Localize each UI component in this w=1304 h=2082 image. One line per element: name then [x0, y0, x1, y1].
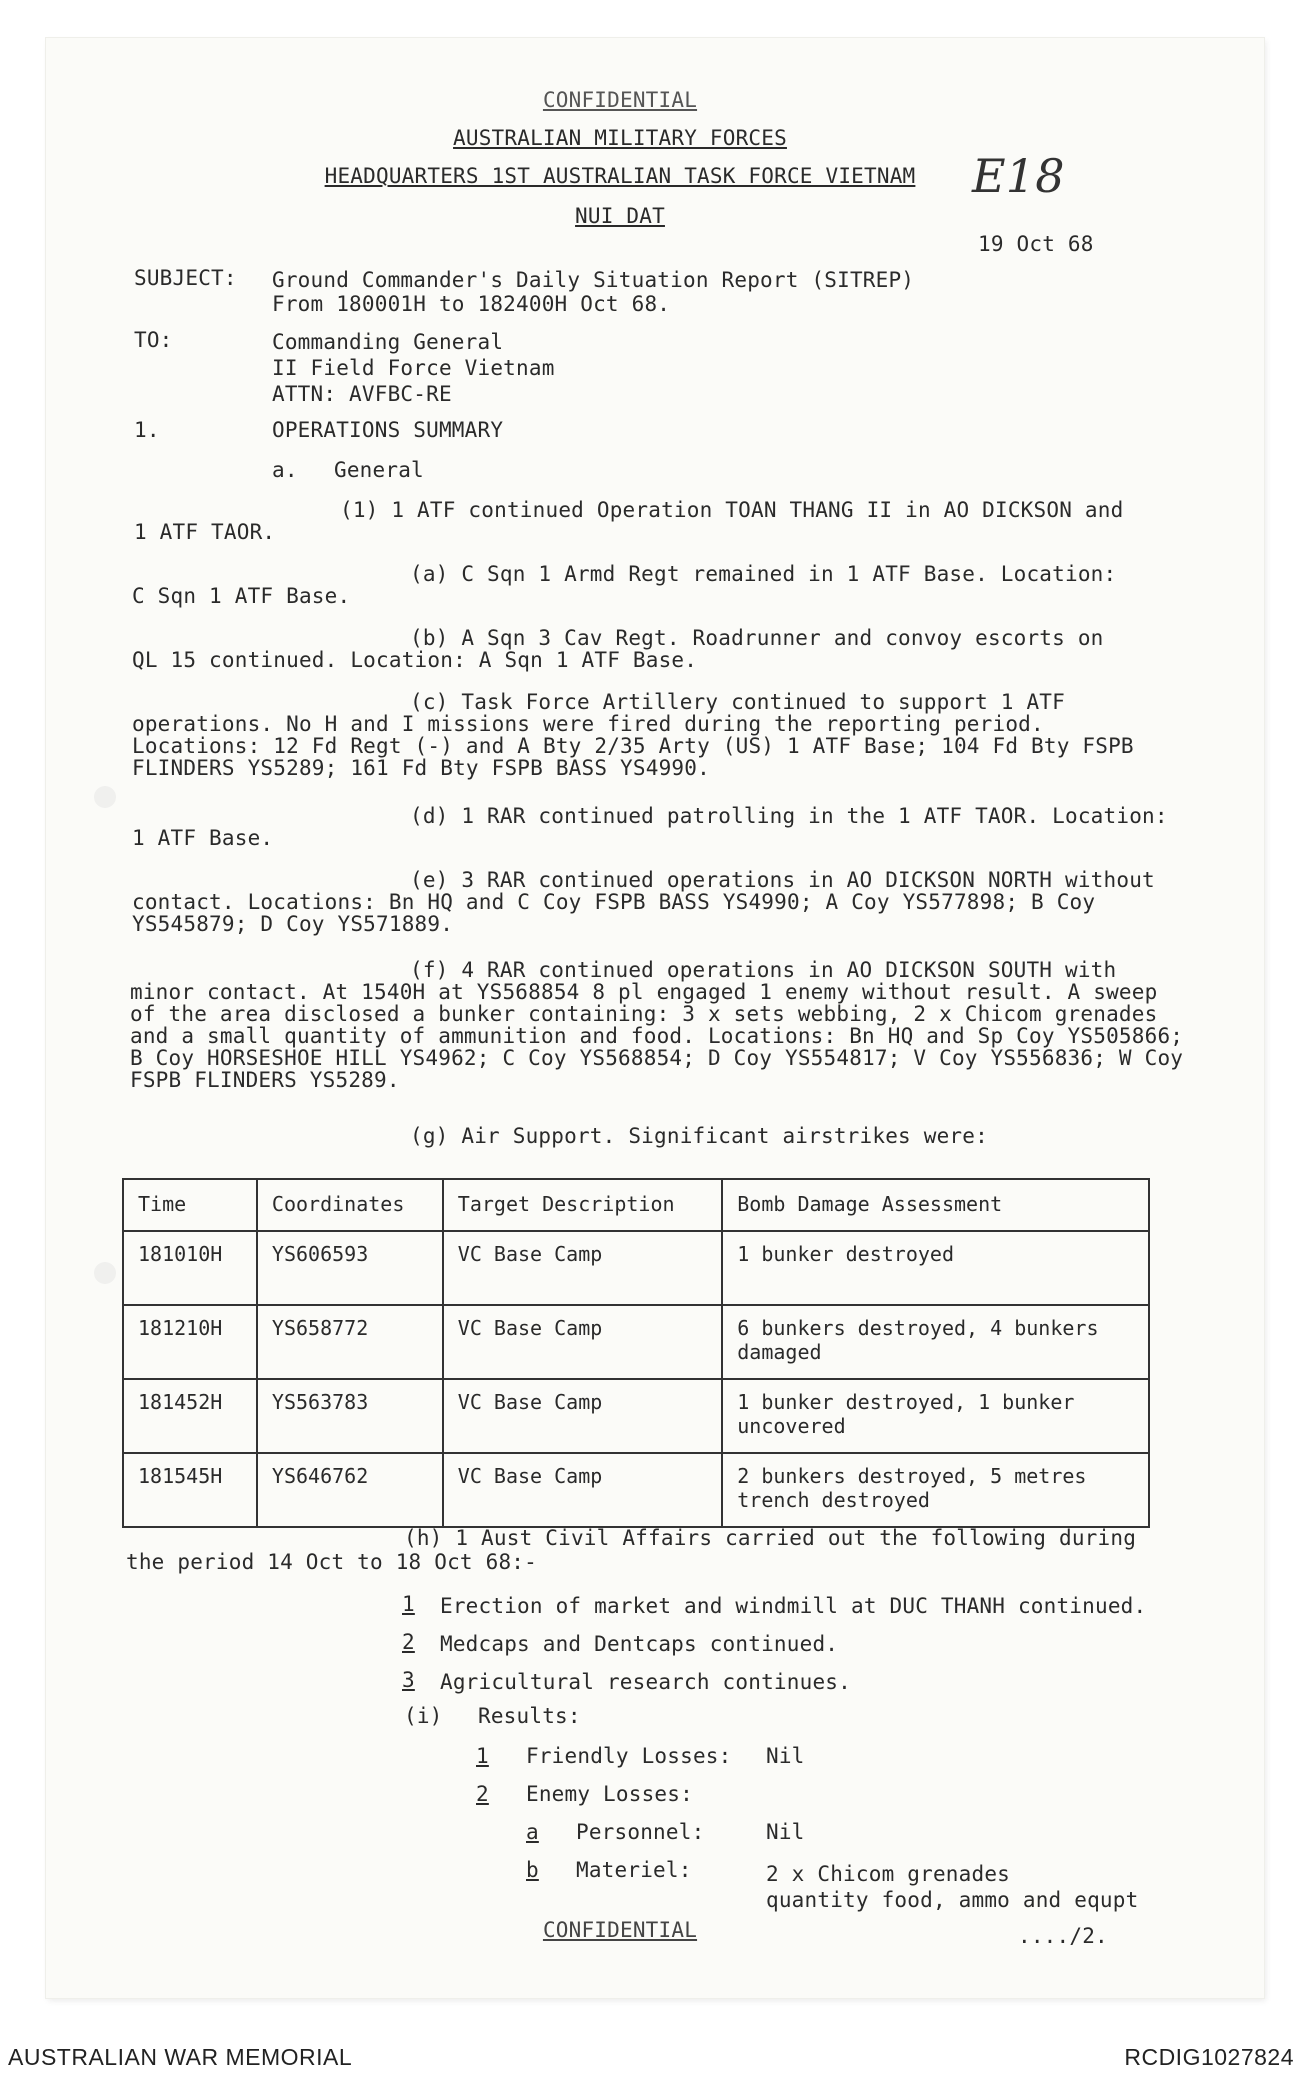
personnel-label: Personnel:	[576, 1820, 705, 1844]
paragraph-label: (i)	[404, 1704, 443, 1728]
list-letter: a	[526, 1820, 539, 1844]
strike-coordinates: YS563783	[257, 1379, 443, 1453]
subsection-letter: a.	[272, 458, 298, 482]
strike-bda	[722, 1305, 1149, 1379]
punch-hole	[94, 786, 116, 808]
bda-line: 1 bunker destroyed	[737, 1242, 954, 1266]
strike-bda	[722, 1453, 1149, 1527]
column-header: Time	[123, 1179, 257, 1231]
list-letter: b	[526, 1858, 539, 1882]
strike-time: 181452H	[123, 1379, 257, 1453]
column-header: Coordinates	[257, 1179, 443, 1231]
materiel-value: 2 x Chicom grenades	[766, 1862, 1011, 1886]
bda-line: uncovered	[737, 1414, 846, 1438]
paragraph-line: (d) 1 RAR continued patrolling in the 1 ATF TAOR. Location:	[410, 804, 1168, 828]
results-title: Results:	[478, 1704, 581, 1728]
paragraph-line: (f) 4 RAR continued operations in AO DICKSON SOUTH with	[410, 958, 1117, 982]
materiel-label: Materiel:	[576, 1858, 692, 1882]
subject-line: Ground Commander's Daily Situation Report (SITREP)	[272, 268, 915, 292]
paragraph-line: (h) 1 Aust Civil Affairs carried out the following during	[404, 1526, 1137, 1550]
to-line: Commanding General	[272, 330, 504, 354]
paragraph-line: FLINDERS YS5289; 161 Fd Bty FSPB BASS YS4990.	[132, 756, 710, 780]
strike-time: 181545H	[123, 1453, 257, 1527]
column-header: Bomb Damage Assessment	[722, 1179, 1149, 1231]
subject-label: SUBJECT:	[134, 266, 237, 290]
handwritten-reference: E18	[972, 149, 1065, 203]
friendly-losses-label: Friendly Losses:	[526, 1744, 732, 1768]
strike-target: VC Base Camp	[443, 1305, 722, 1379]
list-item: Medcaps and Dentcaps continued.	[440, 1632, 839, 1656]
table-header-row	[123, 1179, 1149, 1231]
paragraph-line: (a) C Sqn 1 Armd Regt remained in 1 ATF Base. Location:	[410, 562, 1117, 586]
punch-hole	[94, 1262, 116, 1284]
paragraph-line: B Coy HORSESHOE HILL YS4962; C Coy YS568854; D Coy YS554817; V Coy YS556836; W Coy	[130, 1046, 1184, 1070]
bda-line: 1 bunker destroyed, 1 bunker	[737, 1390, 1075, 1414]
strike-target: VC Base Camp	[443, 1231, 722, 1305]
strike-coordinates: YS646762	[257, 1453, 443, 1527]
paragraph-line: the period 14 Oct to 18 Oct 68:-	[126, 1550, 537, 1574]
list-item: Erection of market and windmill at DUC THANH continued.	[440, 1594, 1147, 1618]
paragraph-line: YS545879; D Coy YS571889.	[132, 912, 454, 936]
paragraph-line: FSPB FLINDERS YS5289.	[130, 1068, 400, 1092]
subsection-title: General	[334, 458, 424, 482]
strike-bda	[722, 1231, 1149, 1305]
paragraph-line: QL 15 continued. Location: A Sqn 1 ATF Base.	[132, 648, 698, 672]
paragraph-line: (g) Air Support. Significant airstrikes were:	[410, 1124, 988, 1148]
table-row	[123, 1231, 1149, 1305]
section-title: OPERATIONS SUMMARY	[272, 418, 504, 442]
personnel-value: Nil	[766, 1820, 805, 1844]
paragraph-line: (b) A Sqn 3 Cav Regt. Roadrunner and convoy escorts on	[410, 626, 1104, 650]
paragraph-line: C Sqn 1 ATF Base.	[132, 584, 351, 608]
hq-heading: HEADQUARTERS 1ST AUSTRALIAN TASK FORCE VIETNAM	[324, 164, 916, 188]
table-row	[123, 1379, 1149, 1453]
classification-top: CONFIDENTIAL	[542, 88, 698, 112]
list-item: Agricultural research continues.	[440, 1670, 851, 1694]
report-date: 19 Oct 68	[978, 232, 1094, 256]
paragraph-line: Locations: 12 Fd Regt (-) and A Bty 2/35 Arty (US) 1 ATF Base; 104 Fd Bty FSPB	[132, 734, 1134, 758]
paragraph-line: 1 ATF Base.	[132, 826, 274, 850]
paragraph-line: (1) 1 ATF continued Operation TOAN THANG II in AO DICKSON and	[340, 498, 1124, 522]
table-row	[123, 1305, 1149, 1379]
strike-target: VC Base Camp	[443, 1453, 722, 1527]
column-header: Target Description	[443, 1179, 722, 1231]
list-number: 1	[476, 1744, 489, 1768]
bda-line: damaged	[737, 1340, 822, 1364]
paragraph-line: minor contact. At 1540H at YS568854 8 pl engaged 1 enemy without result. A sweep	[130, 980, 1158, 1004]
friendly-losses-value: Nil	[766, 1744, 805, 1768]
airstrikes-table	[122, 1178, 1150, 1528]
list-number: 1	[402, 1592, 415, 1616]
classification-bottom: CONFIDENTIAL	[542, 1918, 698, 1942]
materiel-value: quantity food, ammo and equpt	[766, 1888, 1139, 1912]
strike-coordinates: YS658772	[257, 1305, 443, 1379]
to-line: II Field Force Vietnam	[272, 356, 555, 380]
paragraph-line: (c) Task Force Artillery continued to support 1 ATF	[410, 690, 1065, 714]
org-heading: AUSTRALIAN MILITARY FORCES	[453, 126, 787, 150]
enemy-losses-label: Enemy Losses:	[526, 1782, 693, 1806]
archive-name: AUSTRALIAN WAR MEMORIAL	[8, 2044, 353, 2070]
table-row	[123, 1453, 1149, 1527]
strike-bda	[722, 1379, 1149, 1453]
location-heading: NUI DAT	[575, 204, 665, 228]
to-label: TO:	[134, 328, 173, 352]
section-number: 1.	[134, 418, 160, 442]
list-number: 2	[402, 1630, 415, 1654]
record-id: RCDIG1027824	[1124, 2044, 1294, 2070]
strike-time: 181210H	[123, 1305, 257, 1379]
subject-line: From 180001H to 182400H Oct 68.	[272, 292, 671, 316]
strike-target: VC Base Camp	[443, 1379, 722, 1453]
paragraph-line: contact. Locations: Bn HQ and C Coy FSPB BASS YS4990; A Coy YS577898; B Coy	[132, 890, 1096, 914]
list-number: 2	[476, 1782, 489, 1806]
paragraph-line: and a small quantity of ammunition and food. Locations: Bn HQ and Sp Coy YS505866;	[130, 1024, 1184, 1048]
paragraph-line: of the area disclosed a bunker containing: 3 x sets webbing, 2 x Chicom grenades	[130, 1002, 1158, 1026]
continuation-marker: ..../2.	[1018, 1924, 1108, 1948]
to-line: ATTN: AVFBC-RE	[272, 382, 452, 406]
paragraph-line: operations. No H and I missions were fired during the reporting period.	[132, 712, 1044, 736]
paragraph-line: (e) 3 RAR continued operations in AO DICKSON NORTH without	[410, 868, 1155, 892]
strike-coordinates: YS606593	[257, 1231, 443, 1305]
bda-line: 6 bunkers destroyed, 4 bunkers	[737, 1316, 1099, 1340]
list-number: 3	[402, 1668, 415, 1692]
bda-line: 2 bunkers destroyed, 5 metres	[737, 1464, 1087, 1488]
paragraph-line: 1 ATF TAOR.	[134, 520, 276, 544]
strike-time: 181010H	[123, 1231, 257, 1305]
bda-line: trench destroyed	[737, 1488, 930, 1512]
